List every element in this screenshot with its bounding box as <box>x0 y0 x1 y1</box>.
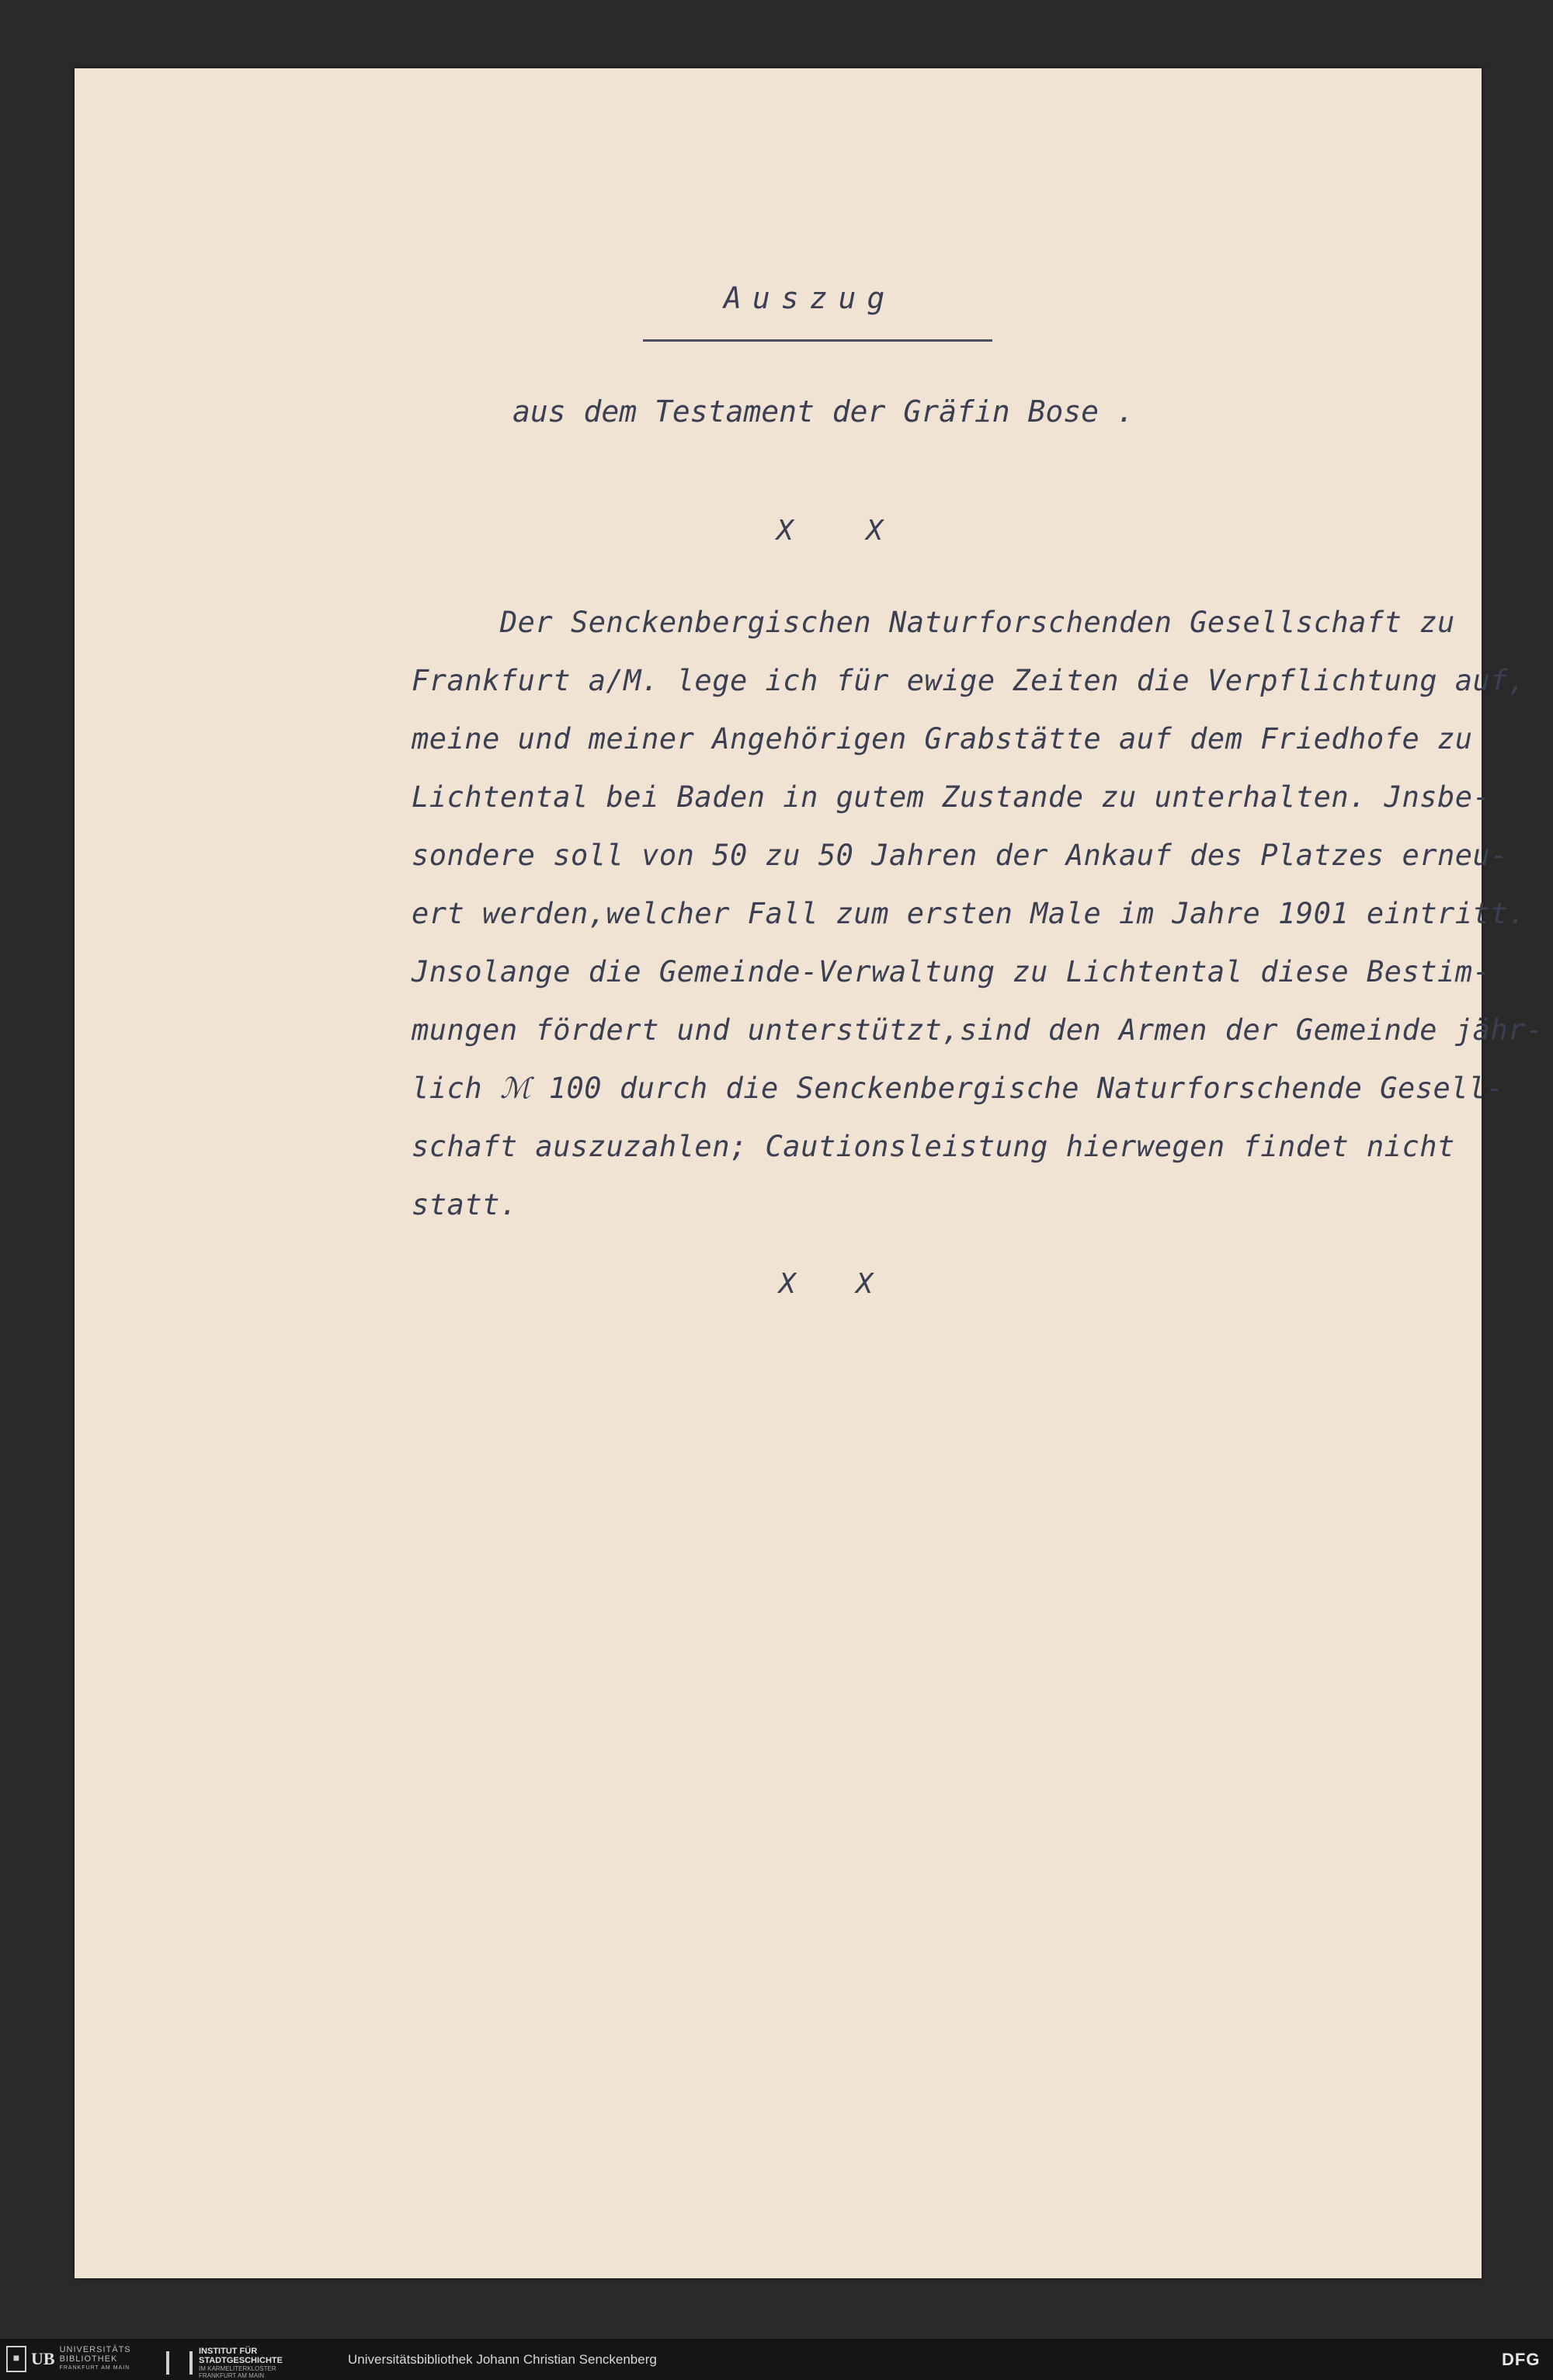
body-line: schaft auszuzahlen; Cautionsleistung hierwegen findet nicht <box>412 1130 1455 1163</box>
body-line: Frankfurt a/M. lege ich für ewige Zeiten die Verpflichtung auf, <box>412 664 1526 697</box>
institute-name-line: IM KARMELITERKLOSTER <box>199 2365 276 2372</box>
institute-name <box>199 2347 283 2379</box>
institute-logo[interactable] <box>166 2347 283 2379</box>
institute-emblem-icon <box>166 2351 193 2375</box>
body-line: mungen fördert und unterstützt,sind den Armen der Gemeinde jähr- <box>412 1013 1544 1047</box>
ub-name-line: UNIVERSITÄTS <box>59 2345 131 2354</box>
dfg-logo[interactable]: DFG <box>1502 2350 1541 2369</box>
body-line: statt. <box>412 1188 518 1221</box>
title-underline <box>643 339 992 342</box>
document-title: Auszug <box>724 281 896 315</box>
section-marks-top: X X <box>776 515 912 547</box>
body-line: Der Senckenbergischen Naturforschenden Gesellschaft zu <box>412 606 1455 639</box>
institute-name-line: STADTGESCHICHTE <box>199 2356 283 2365</box>
ub-logo[interactable] <box>6 2347 131 2371</box>
ub-name-line: BIBLIOTHEK <box>59 2354 118 2364</box>
viewer-footer <box>0 2339 1553 2380</box>
body-line: Jnsolange die Gemeinde-Verwaltung zu Lichtental diese Bestim- <box>412 955 1491 988</box>
ub-name <box>60 2345 131 2373</box>
body-line: meine und meiner Angehörigen Grabstätte auf dem Friedhofe zu <box>412 722 1473 756</box>
body-line: ert werden,welcher Fall zum ersten Male im Jahre 1901 eintritt. <box>412 897 1526 930</box>
institute-name-line: INSTITUT FÜR <box>199 2347 258 2356</box>
ub-name-line: FRANKFURT AM MAIN <box>59 2365 130 2371</box>
document-subtitle: aus dem Testament der Gräfin Bose . <box>512 394 1134 429</box>
section-marks-bottom: X X <box>779 1268 895 1300</box>
ub-letters: UB <box>31 2349 55 2368</box>
institute-name-line: FRANKFURT AM MAIN <box>199 2372 265 2379</box>
body-line: sondere soll von 50 zu 50 Jahren der Ankauf des Platzes erneu- <box>412 839 1509 872</box>
body-line: lich ℳ 100 durch die Senckenbergische Naturforschende Gesell- <box>412 1072 1504 1105</box>
body-line: Lichtental bei Baden in gutem Zustande zu unterhalten. Jnsbe- <box>412 780 1491 814</box>
ub-emblem-icon: ■ <box>6 2346 26 2372</box>
library-name: Universitätsbibliothek Johann Christian Senckenberg <box>348 2352 657 2367</box>
